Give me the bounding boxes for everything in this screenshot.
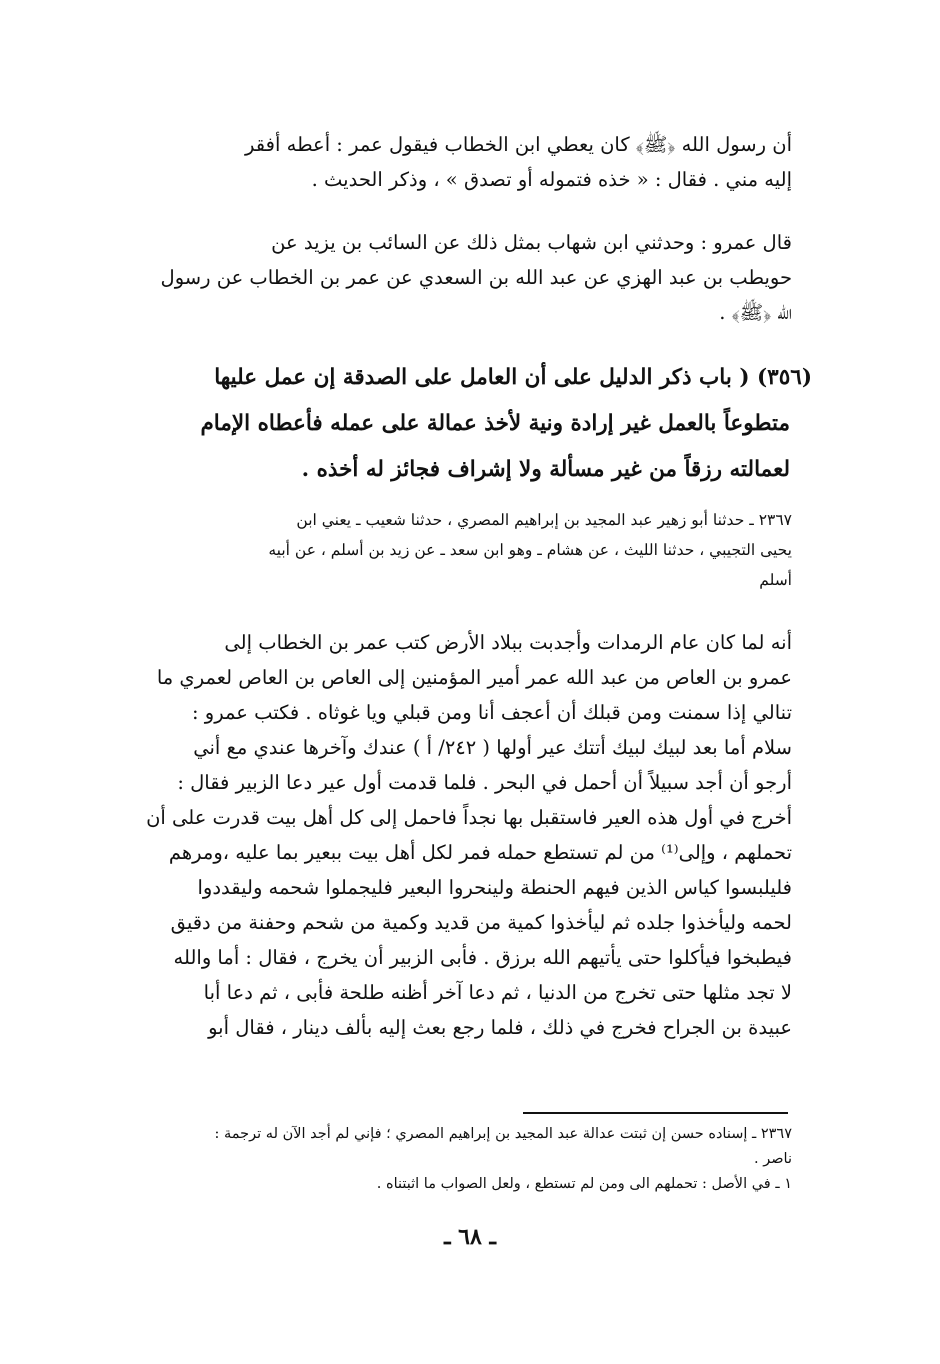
hadith-chain — [122, 505, 792, 595]
heading-line: متطوعاً بالعمل غير إرادة ونية لأخذ عمالة على عمله فأعطاه الإمام — [200, 411, 790, 436]
text-line: سلام أما بعد لبيك لبيك أتتك عير أولها ( ٢٤٢/ أ ) عندك وآخرها عندي مع أني — [193, 736, 792, 759]
chapter-heading — [120, 355, 812, 493]
text-line: حويطب بن عبد الهزي عن عبد الله بن السعدي عن عمر بن الخطاب عن رسول — [160, 266, 792, 289]
footnote-line: ٢٣٦٧ ـ إسناده حسن إن ثبتت عدالة عبد المجيد بن إبراهيم المصري ؛ فإني لم أجد الآن له ترجمة : — [214, 1126, 792, 1142]
text-line: قال عمرو : وحدثني ابن شهاب بمثل ذلك عن السائب بن يزيد عن — [271, 231, 792, 254]
text-line: عبيدة بن الجراح فخرج في ذلك ، فلما رجع بعث إليه بألف دينار ، فقال أبو — [208, 1016, 792, 1039]
text-line: عمرو بن العاص من عبد الله عمر أمير المؤمنين إلى العاص بن العاص لعمري ما — [156, 666, 792, 689]
text-line: الله ﴿ﷺ﴾ . — [719, 301, 792, 324]
footnote-line: ناصر . — [754, 1151, 792, 1167]
footnote-divider — [523, 1112, 788, 1114]
text-line: أن رسول الله ﴿ﷺ﴾ كان يعطي ابن الخطاب فيقول عمر : أعطه أفقر — [245, 133, 792, 156]
text-line: لحمه وليأخذوا جلده ثم ليأخذوا كمية من قديد وكمية من شحم وحفنة من دقيق — [170, 911, 792, 934]
text-line: فليلبسوا كياس الذين فيهم الحنطة ولينحروا البعير فليجملوا شحمه وليقددوا — [197, 876, 792, 899]
amr-report-paragraph — [122, 225, 792, 330]
text-line: تنالي إذا سمنت ومن قبلك أن أعجف أنا ومن قبلي ويا غوثاه . فكتب عمرو : — [192, 701, 792, 724]
text-line: يحيى التجيبي ، حدثنا الليث ، عن هشام ـ وهو ابن سعد ـ عن زيد بن أسلم ، عن أبيه — [268, 541, 792, 559]
heading-line: (٣٥٦) ( باب ذكر الدليل على أن العامل على الصدقة إن عمل عليها — [214, 365, 812, 390]
intro-paragraph — [122, 127, 792, 197]
text-line: ٢٣٦٧ ـ حدثنا أبو زهير عبد المجيد بن إبراهيم المصري ، حدثنا شعيب ـ يعني ابن — [296, 511, 792, 529]
text-line: أنه لما كان عام الرمدات وأجدبت ببلاد الأرض كتب عمر بن الخطاب إلى — [224, 631, 792, 654]
text-line: أسلم — [759, 571, 792, 589]
hadith-text — [122, 625, 792, 1045]
text-line: أخرج في أول هذه العير فاستقبل بها نجداً فاحمل إلى كل أهل بيت قدرت على أن — [146, 806, 792, 829]
text-line: أرجو أن أجد سبيلاً أن أحمل في البحر . فلما قدمت أول عير دعا الزبير فقال : — [177, 771, 792, 794]
text-line: لا تجد مثلها حتى تخرج من الدنيا ، ثم دعا آخر أظنه طلحة فأبى ، ثم دعا أبا — [203, 981, 792, 1004]
text-line: إليه مني . فقال : « خذه فتموله أو تصدق » ، وذكر الحديث . — [311, 168, 792, 191]
text-line: تحملهم ، وإلى⁽¹⁾ من لم تستطع حمله فمر لكل أهل بيت ببعير بما عليه ،ومرهم — [168, 841, 792, 864]
footnotes — [122, 1122, 792, 1197]
heading-line: لعمالته رزقاً من غير مسألة ولا إشراف فجائز له أخذه . — [301, 457, 790, 482]
text-line: فيطبخوا فيأكلوا حتى يأتيهم الله برزق . فأبى الزبير أن يخرج ، فقال : أما والله — [173, 946, 792, 969]
footnote-line: ١ ـ في الأصل : تحملهم الى ومن لم تستطع ، ولعل الصواب ما اثبتناه . — [376, 1176, 792, 1192]
page-number: ـ ٦٨ ـ — [444, 1224, 496, 1250]
